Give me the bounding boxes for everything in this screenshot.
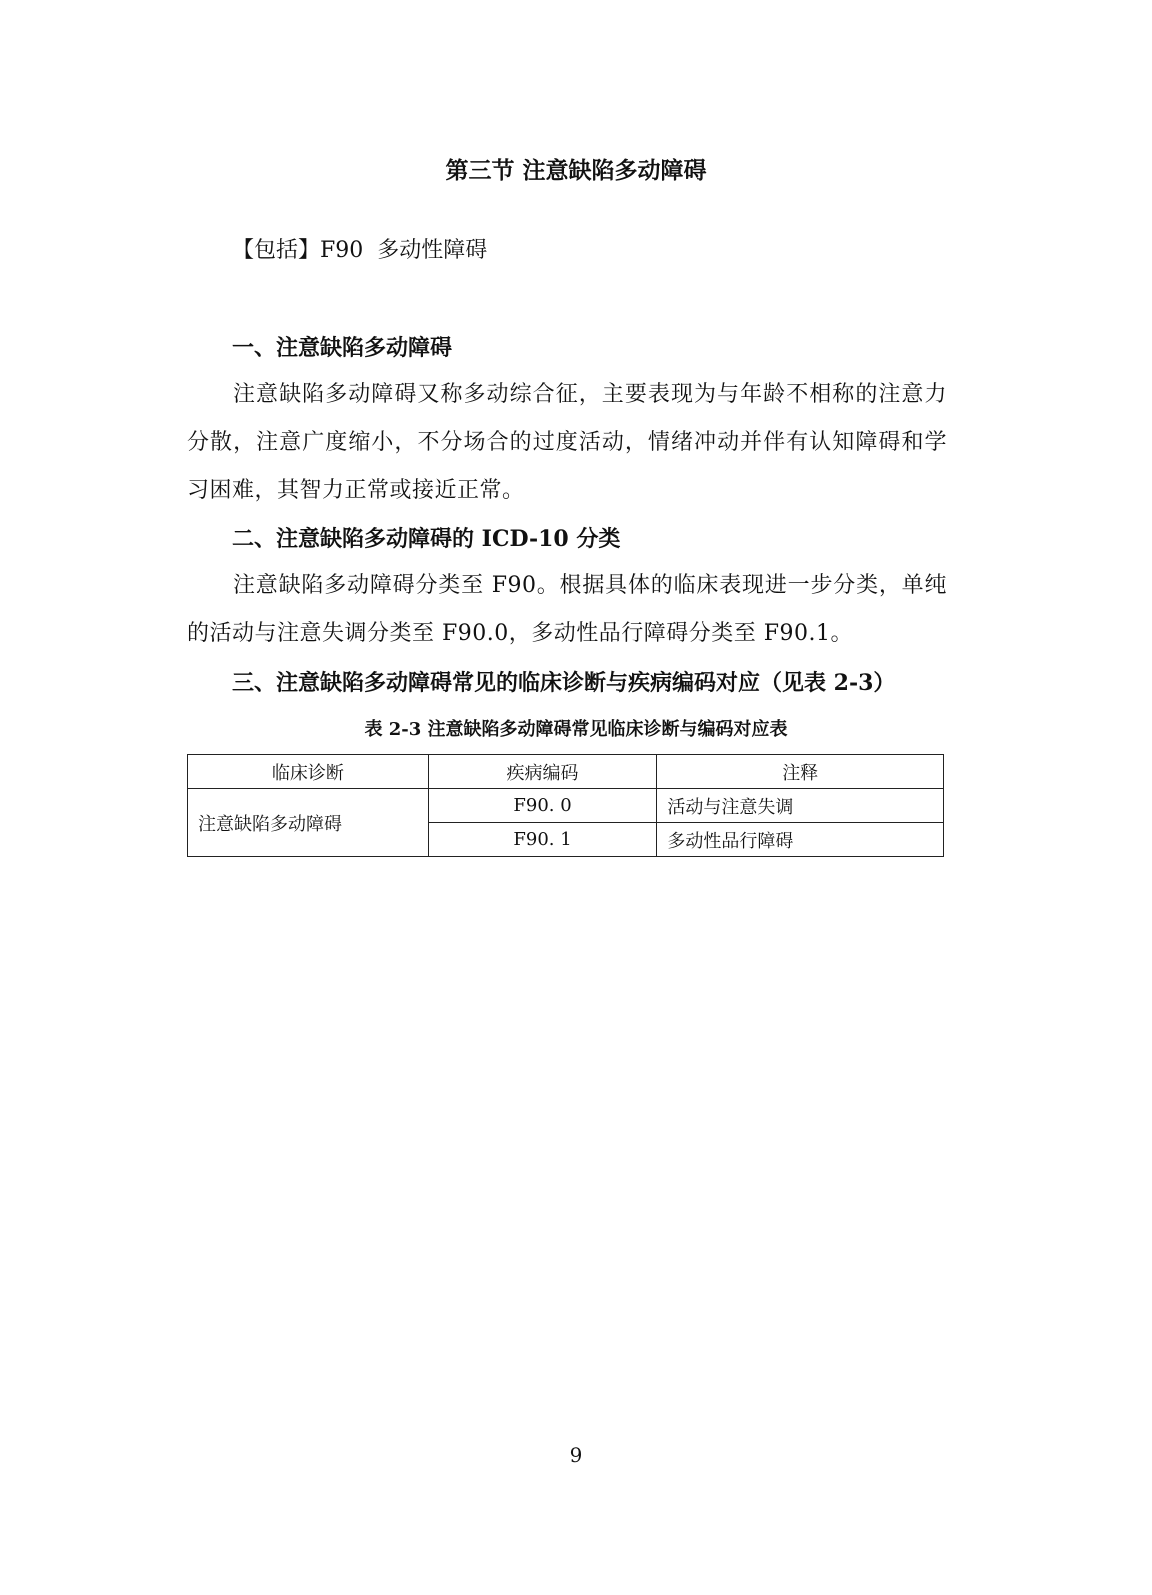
heading-2: 二、注意缺陷多动障碍的 ICD-10 分类 [232, 526, 621, 552]
header-note: 注释 [657, 755, 944, 789]
diagnosis-code-table [187, 754, 944, 857]
cell-note: 活动与注意失调 [657, 789, 944, 823]
include-bracket-label: 【包括】 [232, 238, 321, 263]
section-title: 第三节 注意缺陷多动障碍 [445, 157, 707, 184]
table-caption: 表 2-3 注意缺陷多动障碍常见临床诊断与编码对应表 [364, 719, 788, 740]
include-line [232, 234, 487, 268]
paragraph-classification: 注意缺陷多动障碍分类至 F90。根据具体的临床表现进一步分类，单纯的活动与注意失调分类至 F90.0，多动性品行障碍分类至 F90.1。 [187, 573, 947, 646]
heading-1: 一、注意缺陷多动障碍 [232, 335, 453, 361]
page-number: 9 [569, 1443, 583, 1467]
table-header-row [188, 755, 944, 789]
heading-3: 三、注意缺陷多动障碍常见的临床诊断与疾病编码对应（见表 2-3） [232, 670, 896, 696]
cell-code: F90. 0 [428, 789, 657, 823]
cell-diagnosis: 注意缺陷多动障碍 [188, 789, 429, 857]
include-name: 多动性障碍 [377, 238, 488, 263]
table-row [188, 789, 944, 823]
cell-code: F90. 1 [428, 823, 657, 857]
header-code: 疾病编码 [428, 755, 657, 789]
cell-note: 多动性品行障碍 [657, 823, 944, 857]
paragraph-definition: 注意缺陷多动障碍又称多动综合征，主要表现为与年龄不相称的注意力分散，注意广度缩小，不分场合的过度活动，情绪冲动并伴有认知障碍和学习困难，其智力正常或接近正常。 [187, 382, 947, 503]
header-diagnosis: 临床诊断 [188, 755, 429, 789]
include-code: F90 [320, 238, 364, 263]
